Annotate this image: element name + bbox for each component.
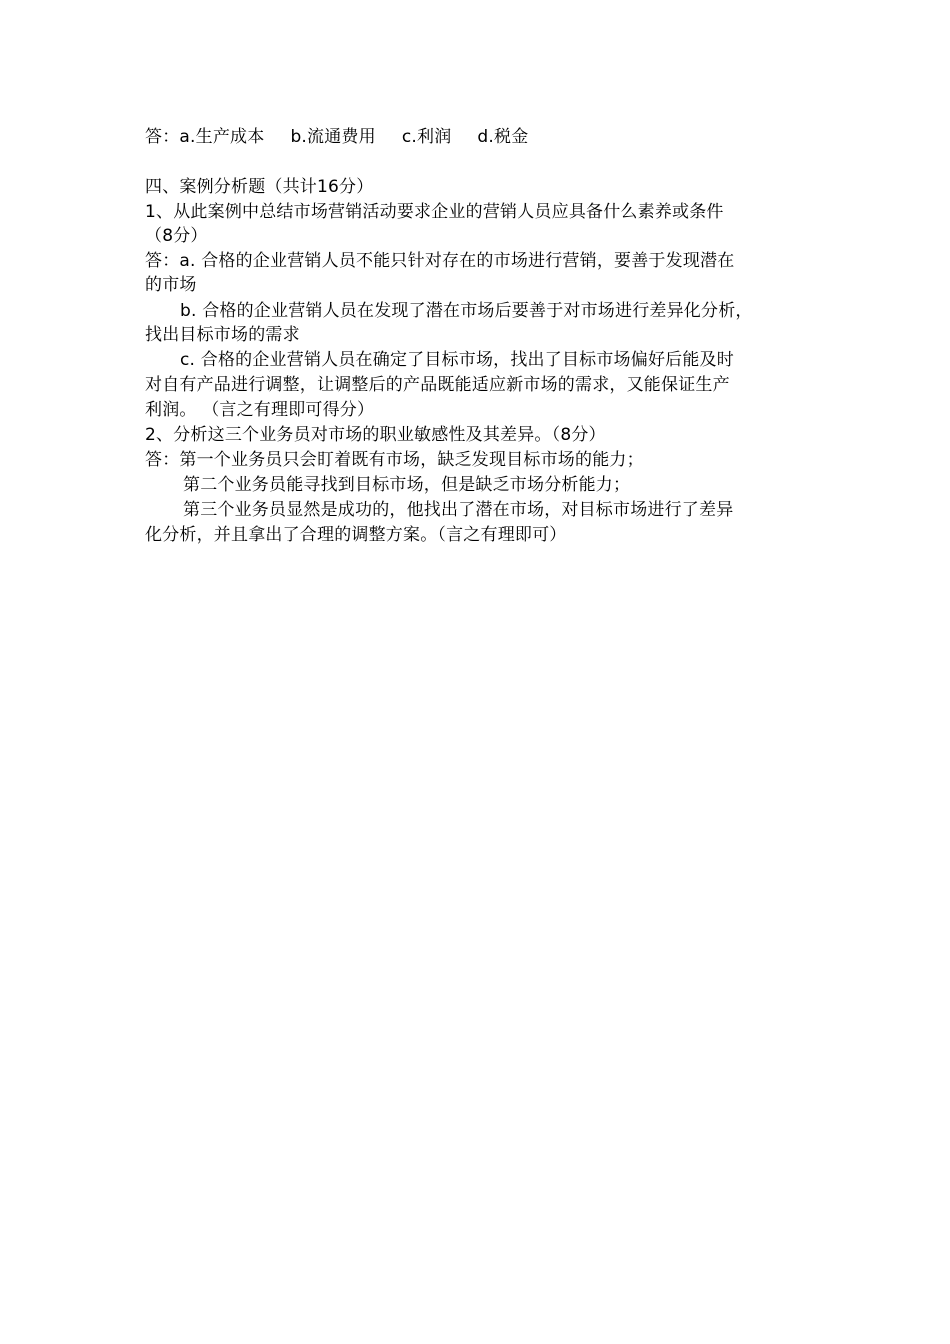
section-heading: 四、案例分析题（共计16分） bbox=[145, 177, 374, 197]
answer1-c-line2: 对自有产品进行调整，让调整后的产品既能适应新市场的需求，又能保证生产 bbox=[145, 375, 730, 395]
answer1-c-line1: c. 合格的企业营销人员在确定了目标市场，找出了目标市场偏好后能及时 bbox=[180, 350, 734, 370]
answer1-a-line1: 答：a. 合格的企业营销人员不能只针对存在的市场进行营销，要善于发现潜在 bbox=[145, 251, 735, 271]
answer-prefix: 答： bbox=[145, 127, 180, 147]
option-b: b.流通费用 bbox=[290, 127, 376, 147]
question1-line1: 1、从此案例中总结市场营销活动要求企业的营销人员应具备什么素养或条件 bbox=[145, 202, 724, 222]
answer1-a-line2: 的市场 bbox=[145, 275, 197, 295]
answer1-c-line3: 利润。 （言之有理即可得分） bbox=[145, 400, 375, 420]
question2-line1: 2、分析这三个业务员对市场的职业敏感性及其差异。（8分） bbox=[145, 425, 606, 445]
answer1-b-line2: 找出目标市场的需求 bbox=[145, 325, 300, 345]
answer-options-line bbox=[145, 125, 528, 149]
answer2-line4: 化分析，并且拿出了合理的调整方案。（言之有理即可） bbox=[145, 525, 567, 545]
answer2-line2: 第二个业务员能寻找到目标市场，但是缺乏市场分析能力； bbox=[183, 475, 631, 495]
answer1-b-line1: b. 合格的企业营销人员在发现了潜在市场后要善于对市场进行差异化分析， bbox=[180, 301, 753, 321]
option-c: c.利润 bbox=[401, 127, 452, 147]
question1-line2: （8分） bbox=[145, 226, 208, 246]
option-d: d.税金 bbox=[477, 127, 529, 147]
option-a: a.生产成本 bbox=[179, 127, 265, 147]
answer2-line3: 第三个业务员显然是成功的，他找出了潜在市场，对目标市场进行了差异 bbox=[183, 500, 734, 520]
answer2-line1: 答：第一个业务员只会盯着既有市场，缺乏发现目标市场的能力； bbox=[145, 450, 644, 470]
